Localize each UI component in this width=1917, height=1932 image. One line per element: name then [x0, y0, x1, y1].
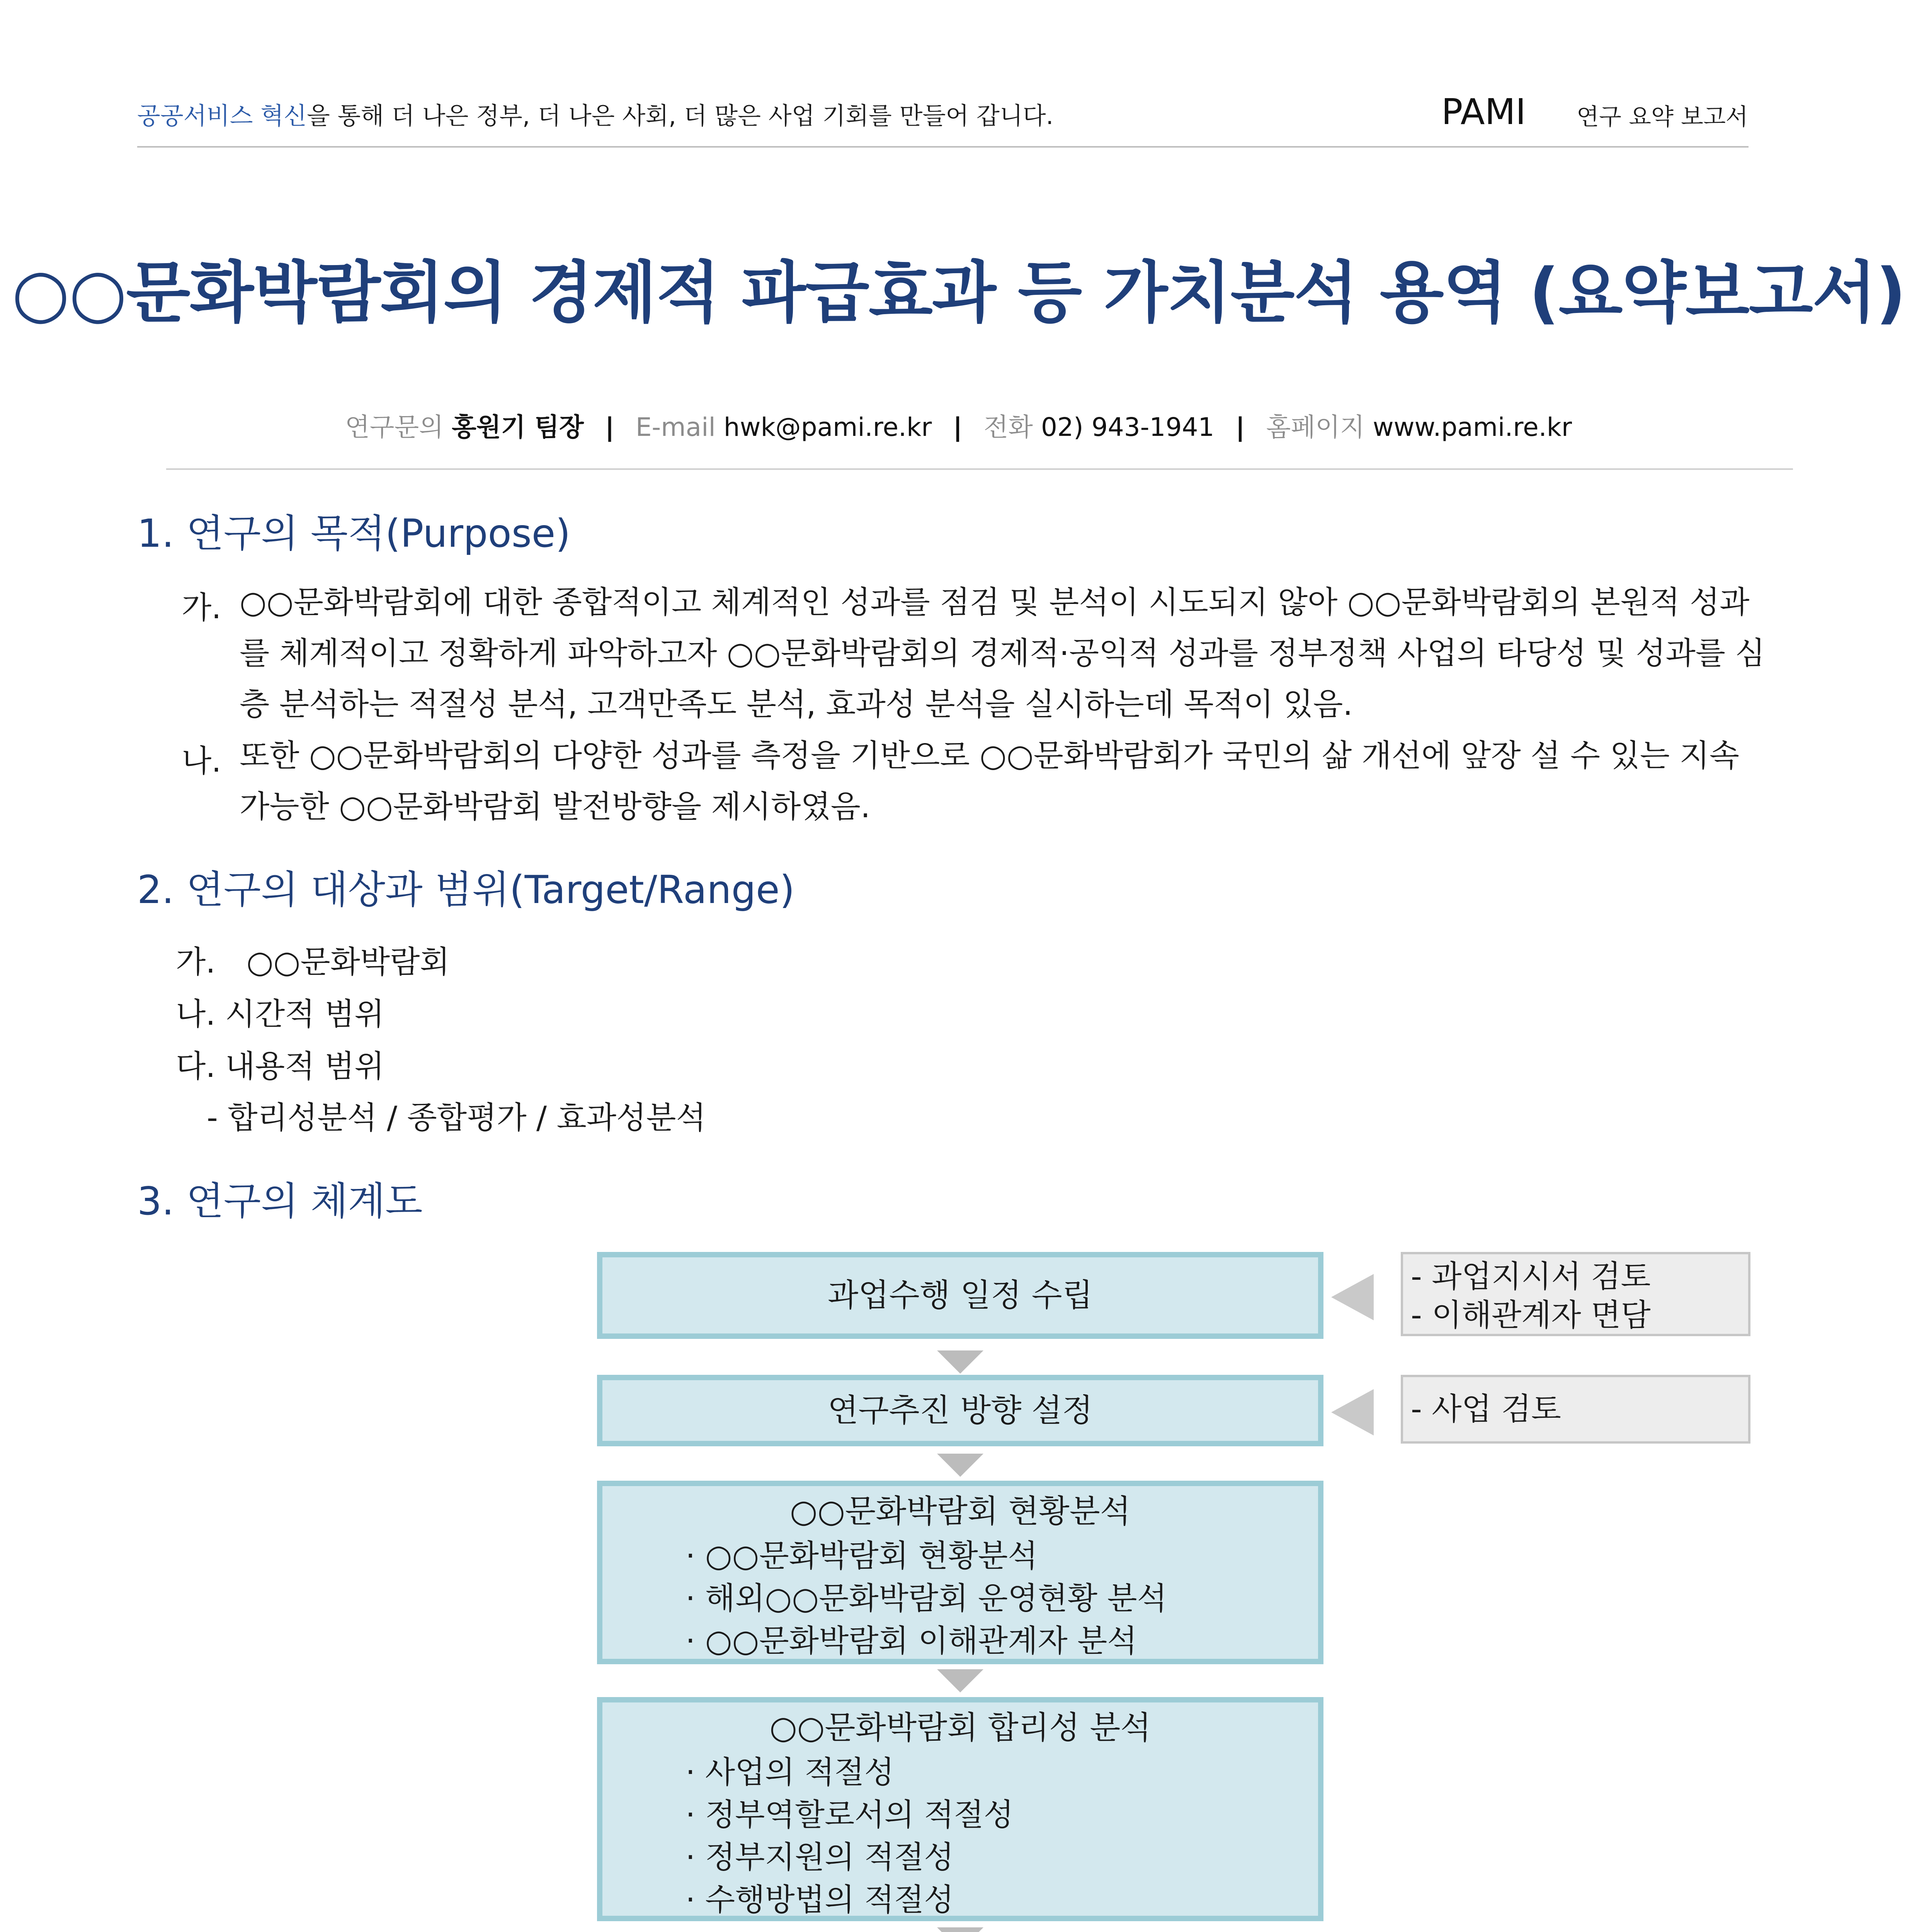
bullet-item: · 정부지원의 적절성	[685, 1839, 954, 1875]
flow-step-bullets	[602, 1535, 1318, 1662]
bullet-item: · ○○문화박람회 현황분석	[685, 1538, 1038, 1574]
section1-marker-b: 나.	[182, 743, 221, 779]
header-report-type: 연구 요약 보고서	[1577, 104, 1748, 131]
flow-step-1	[597, 1252, 1323, 1339]
section1-para-a	[240, 577, 1779, 730]
bullet-item: · 수행방법의 적절성	[685, 1882, 954, 1918]
section2-item	[176, 989, 384, 1034]
header-slogan	[137, 97, 1053, 131]
separator: |	[605, 412, 614, 442]
down-arrow-icon	[937, 1350, 983, 1374]
homepage-label: 홈페이지	[1266, 412, 1365, 442]
down-arrow-icon	[937, 1927, 983, 1932]
flow-step-bullets	[602, 1751, 1318, 1921]
side-note-line: - 사업 검토	[1411, 1391, 1561, 1427]
bullet-item: · 정부역할로서의 적절성	[685, 1797, 1014, 1833]
section1-para-b	[240, 730, 1779, 832]
contact-divider	[166, 468, 1793, 470]
separator: |	[953, 412, 963, 442]
flow-step-2	[597, 1375, 1323, 1446]
item-text: 시간적 범위	[225, 996, 384, 1032]
section1-heading: 1. 연구의 목적(Purpose)	[137, 511, 571, 556]
item-marker: 가.	[176, 944, 216, 980]
section2-item	[176, 937, 450, 981]
inquiry-name: 홍원기 팀장	[451, 412, 584, 442]
header-divider	[137, 146, 1749, 148]
side-note-1	[1401, 1252, 1750, 1336]
side-note-line: - 이해관계자 면담	[1411, 1297, 1651, 1333]
item-marker: 다.	[176, 1048, 216, 1084]
contact-line	[0, 406, 1917, 443]
bullet-item: · 해외○○문화박람회 운영현황 분석	[685, 1580, 1167, 1616]
phone-value: 02) 943-1941	[1041, 412, 1214, 442]
down-arrow-icon	[937, 1669, 983, 1692]
inquiry-label: 연구문의	[345, 412, 444, 442]
slogan-highlight: 공공서비스 혁신	[137, 102, 307, 130]
para-line: 가능한 ○○문화박람회 발전방향을 제시하였음.	[240, 789, 871, 825]
item-text: 내용적 범위	[225, 1048, 384, 1084]
side-note-line: - 과업지시서 검토	[1411, 1259, 1651, 1294]
homepage-link[interactable]: www.pami.re.kr	[1373, 412, 1572, 442]
item-marker: 나.	[176, 996, 216, 1032]
bullet-item: · 사업의 적절성	[685, 1754, 894, 1790]
side-note-2	[1401, 1375, 1750, 1444]
down-arrow-icon	[937, 1454, 983, 1477]
email-label: E-mail	[635, 412, 716, 442]
section2-heading: 2. 연구의 대상과 범위(Target/Range)	[137, 867, 795, 912]
flow-step-3	[597, 1481, 1323, 1664]
section1-marker-a: 가.	[182, 590, 221, 626]
section3-heading: 3. 연구의 체계도	[137, 1179, 423, 1224]
section2-item	[176, 1041, 384, 1086]
flow-step-title: 연구추진 방향 설정	[828, 1392, 1093, 1429]
bullet-item: · ○○문화박람회 이해관계자 분석	[685, 1623, 1137, 1659]
flow-step-title: ○○문화박람회 현황분석	[789, 1493, 1131, 1530]
email-link[interactable]: hwk@pami.re.kr	[723, 412, 932, 442]
page-title: ○○문화박람회의 경제적 파급효과 등 가치분석 용역 (요약보고서)	[12, 254, 1905, 332]
header-brand: PAMI	[1441, 91, 1526, 133]
left-arrow-icon	[1331, 1389, 1374, 1435]
separator: |	[1235, 412, 1245, 442]
flow-step-title: ○○문화박람회 합리성 분석	[769, 1709, 1151, 1746]
flow-step-4	[597, 1697, 1323, 1921]
phone-label: 전화	[983, 412, 1033, 442]
left-arrow-icon	[1331, 1274, 1374, 1320]
section2-sub-item: - 합리성분석 / 종합평가 / 효과성분석	[207, 1100, 706, 1136]
para-line: 또한 ○○문화박람회의 다양한 성과를 측정을 기반으로 ○○문화박람회가 국민의 삶 개선에 앞장 설 수 있는 지속	[240, 738, 1739, 774]
flow-step-title: 과업수행 일정 수립	[828, 1277, 1093, 1314]
para-line: 를 체계적이고 정확하게 파악하고자 ○○문화박람회의 경제적·공익적 성과를 정부정책 사업의 타당성 및 성과를 심	[240, 635, 1765, 671]
para-line: 층 분석하는 적절성 분석, 고객만족도 분석, 효과성 분석을 실시하는데 목적이 있음.	[240, 686, 1353, 722]
item-text: ○○문화박람회	[246, 944, 450, 980]
slogan-text: 을 통해 더 나은 정부, 더 나은 사회, 더 많은 사업 기회를 만들어 갑니다.	[306, 102, 1054, 130]
para-line: ○○문화박람회에 대한 종합적이고 체계적인 성과를 점검 및 분석이 시도되지 않아 ○○문화박람회의 본원적 성과	[240, 584, 1750, 620]
